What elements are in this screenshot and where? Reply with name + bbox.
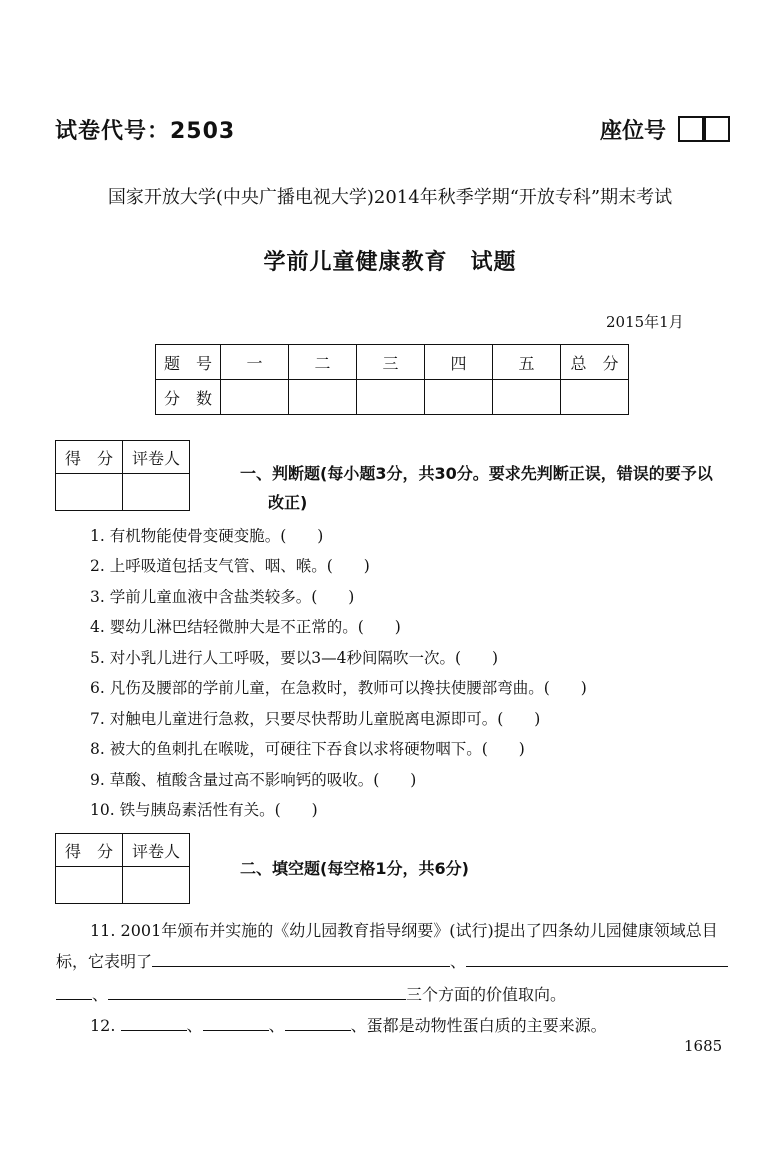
- blank-line: [121, 1016, 187, 1031]
- grader-cell: [123, 474, 190, 511]
- score-cell: [357, 380, 425, 415]
- table-cell: 一: [221, 345, 289, 380]
- score-cell: [221, 380, 289, 415]
- score-table: [155, 344, 629, 415]
- score-cell: [561, 380, 629, 415]
- question-text: 12.: [90, 1016, 116, 1035]
- blank-line: [56, 985, 92, 1000]
- score-cell: [56, 867, 123, 904]
- question-item: 9. 草酸、植酸含量过高不影响钙的吸收。( ): [90, 771, 417, 789]
- blank-line: [108, 985, 406, 1000]
- section-1-heading: 一、判断题(每小题3分，共30分。要求先判断正误，错误的要予以: [240, 464, 713, 483]
- score-cell: [493, 380, 561, 415]
- question-item: 5. 对小乳儿进行人工呼吸，要以3—4秒间隔吹一次。( ): [90, 649, 499, 667]
- exam-code: 试卷代号：2503: [55, 119, 236, 144]
- exam-header: 国家开放大学(中央广播电视大学)2014年秋季学期“开放专科”期末考试: [107, 187, 673, 208]
- seat-number-box: [702, 116, 730, 142]
- seat-number-label: 座位号: [600, 119, 667, 144]
- blank-line: [152, 952, 450, 967]
- grader-label: 评卷人: [123, 834, 190, 867]
- question-text: 、: [186, 1016, 203, 1035]
- question-11-line1: 11. 2001年颁布并实施的《幼儿园教育指导纲要》(试行)提出了四条幼儿园健康领域总目: [90, 921, 718, 940]
- score-cell: [56, 474, 123, 511]
- question-text: 三个方面的价值取向。: [406, 985, 567, 1004]
- table-cell: 总 分: [561, 345, 629, 380]
- section-1-heading-cont: 改正): [268, 493, 308, 512]
- grader-label: 评卷人: [123, 441, 190, 474]
- table-cell: 四: [425, 345, 493, 380]
- score-label: 得 分: [56, 834, 123, 867]
- question-12: [90, 1013, 607, 1036]
- table-cell: 分 数: [156, 380, 221, 415]
- score-cell: [289, 380, 357, 415]
- question-text: 、: [450, 952, 467, 971]
- blank-line: [285, 1016, 351, 1031]
- question-text: 标，它表明了: [56, 952, 153, 971]
- question-item: 6. 凡伤及腰部的学前儿童，在急救时，教师可以搀扶使腰部弯曲。( ): [90, 679, 587, 697]
- page-number: 1685: [684, 1037, 723, 1055]
- table-cell: 二: [289, 345, 357, 380]
- grader-cell: [123, 867, 190, 904]
- question-text: 、: [92, 985, 109, 1004]
- score-table-score-row: [156, 380, 629, 415]
- exam-date: 2015年1月: [606, 313, 684, 331]
- question-11-line3: [56, 982, 566, 1005]
- score-table-header-row: [156, 345, 629, 380]
- question-item: 7. 对触电儿童进行急救，只要尽快帮助儿童脱离电源即可。( ): [90, 710, 541, 728]
- table-cell: 五: [493, 345, 561, 380]
- question-11-line2: [56, 949, 736, 972]
- question-item: 10. 铁与胰岛素活性有关。( ): [90, 801, 318, 819]
- exam-title: 学前儿童健康教育 试题: [263, 250, 517, 275]
- score-cell: [425, 380, 493, 415]
- grader-box: [55, 833, 190, 904]
- question-text: 、: [268, 1016, 285, 1035]
- question-item: 4. 婴幼儿淋巴结轻微肿大是不正常的。( ): [90, 618, 401, 636]
- table-cell: 三: [357, 345, 425, 380]
- score-label: 得 分: [56, 441, 123, 474]
- table-cell: 题 号: [156, 345, 221, 380]
- grader-box: [55, 440, 190, 511]
- section-2-heading: 二、填空题(每空格1分，共6分): [240, 859, 469, 878]
- blank-line: [203, 1016, 269, 1031]
- question-item: 1. 有机物能使骨变硬变脆。( ): [90, 527, 324, 545]
- question-item: 8. 被大的鱼刺扎在喉咙，可硬往下吞食以求将硬物咽下。( ): [90, 740, 525, 758]
- question-text: 、蛋都是动物性蛋白质的主要来源。: [350, 1016, 607, 1035]
- question-item: 2. 上呼吸道包括支气管、咽、喉。( ): [90, 557, 370, 575]
- blank-line: [466, 952, 728, 967]
- question-item: 3. 学前儿童血液中含盐类较多。( ): [90, 588, 355, 606]
